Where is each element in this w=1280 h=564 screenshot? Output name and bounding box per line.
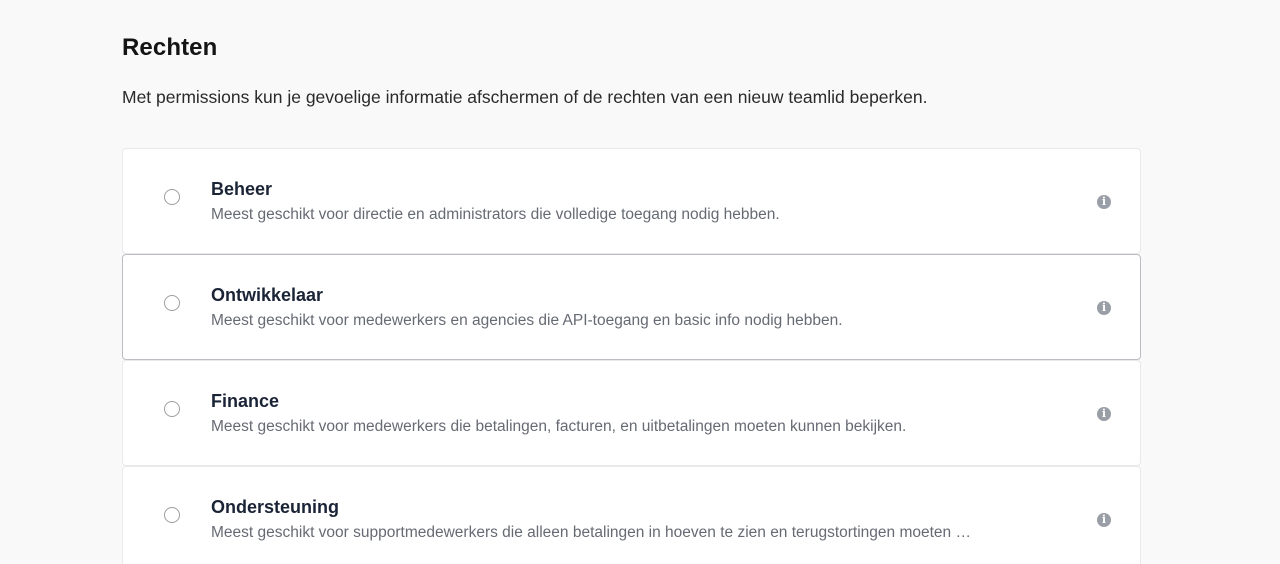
role-option-finance[interactable] (122, 360, 1141, 466)
info-icon[interactable]: i (1097, 513, 1111, 527)
info-icon[interactable]: i (1097, 407, 1111, 421)
role-option-ontwikkelaar[interactable] (122, 254, 1141, 360)
role-title: Finance (211, 391, 280, 411)
role-title: Ondersteuning (211, 497, 340, 517)
role-option-ondersteuning[interactable] (122, 466, 1141, 564)
role-title: Beheer (211, 179, 273, 199)
role-description: Meest geschikt voor medewerkers en agencies die API-toegang en basic info nodig hebben. (211, 312, 843, 329)
page-description: Met permissions kun je gevoelige informatie afschermen of de rechten van een nieuw teamlid beperken. (122, 87, 928, 107)
role-options-list (122, 148, 1141, 564)
radio-button[interactable] (164, 189, 180, 205)
role-description: Meest geschikt voor medewerkers die betalingen, facturen, en uitbetalingen moeten kunnen bekijken. (211, 418, 907, 435)
role-option-beheer[interactable] (122, 148, 1141, 254)
page-title: Rechten (122, 34, 218, 61)
radio-button[interactable] (164, 507, 180, 523)
role-description: Meest geschikt voor directie en administrators die volledige toegang nodig hebben. (211, 206, 780, 223)
radio-button[interactable] (164, 295, 180, 311)
role-description: Meest geschikt voor supportmedewerkers die alleen betalingen in hoeven te zien en terugstortingen moeten … (211, 524, 971, 541)
info-icon[interactable]: i (1097, 195, 1111, 209)
info-icon[interactable]: i (1097, 301, 1111, 315)
role-title: Ontwikkelaar (211, 285, 324, 305)
radio-button[interactable] (164, 401, 180, 417)
